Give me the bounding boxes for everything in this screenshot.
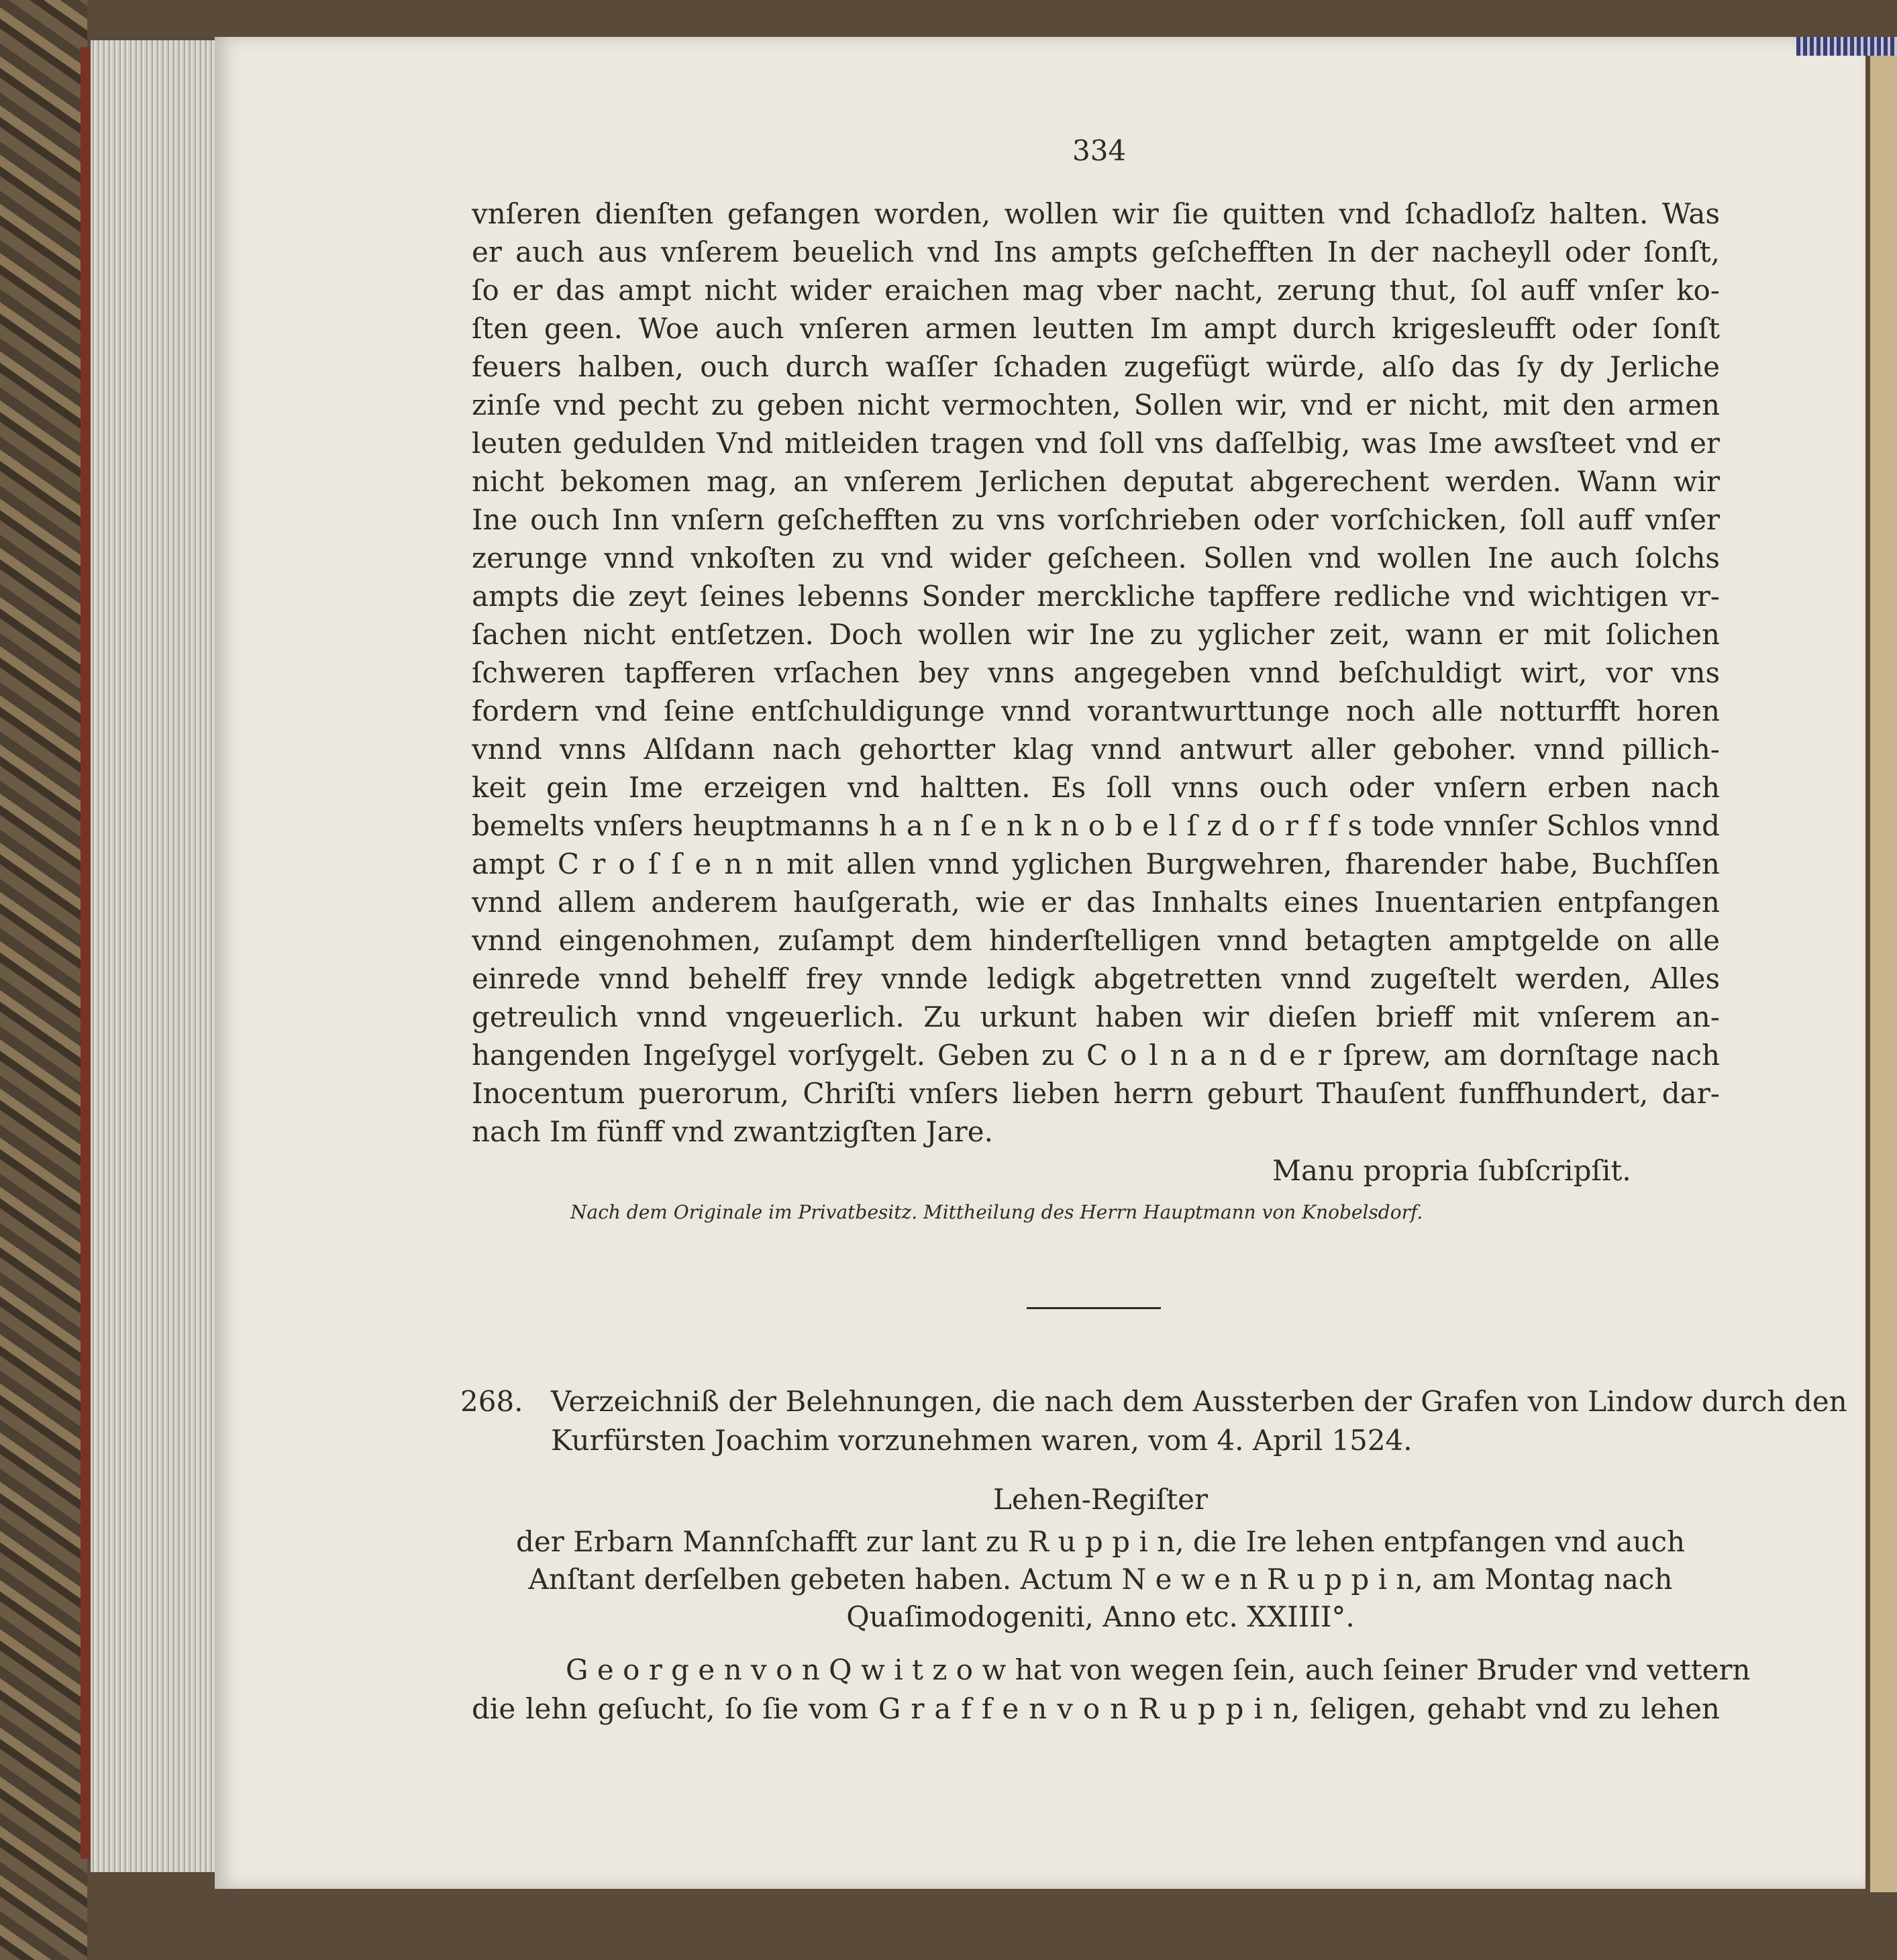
marbled-cover (0, 0, 87, 1960)
body-line: zerunge vnnd vnkoſten zu vnd wider geſcheen. Sollen vnd wollen Ine auch ſolchs (472, 541, 1720, 574)
letter-body (472, 195, 1720, 1151)
body-line: feuers halben, ouch durch waſſer ſchaden zugefügt würde, alſo das ſy dy Jerliche (472, 350, 1720, 383)
entry-title-line: Kurfürsten Joachim vorzunehmen waren, vom 4. April 1524. (551, 1424, 1413, 1457)
section-divider (1027, 1307, 1161, 1309)
body-line: bemelts vnſers heuptmanns h a n ſ e n k n o b e l ſ z d o r f f s tode vnnſer Schlos vnnd (472, 809, 1720, 842)
body-line: fordern vnd ſeine entſchuldigunge vnnd vorantwurttunge noch alle notturfft horen (472, 694, 1720, 727)
body-line: zinſe vnd pecht zu geben nicht vermochten, Sollen wir, vnd er nicht, mit den armen (472, 389, 1720, 421)
body-line: vnſeren dienſten gefangen worden, wollen wir ſie quitten vnd ſchadloſz halten. Was (472, 197, 1720, 230)
body-line: getreulich vnnd vngeuerlich. Zu urkunt haben wir dieſen brieff mit vnſerem an- (472, 1000, 1720, 1033)
source-note: Nach dem Originale im Privatbesitz. Mittheilung des Herrn Hauptmann von Knobelsdorf. (570, 1201, 1423, 1223)
body-line: ſten geen. Woe auch vnſeren armen leutten Im ampt durch krigesleufft oder ſonſt (472, 312, 1720, 345)
intro-line: der Erbarn Mannſchafft zur lant zu R u p p i n, die Ire lehen entpfangen vnd auch (515, 1525, 1686, 1558)
body-line: leuten gedulden Vnd mitleiden tragen vnd ſoll vns daſſelbig, was Ime awsſteet vnd er (472, 427, 1720, 460)
body-line: ſchweren tapfferen vrſachen bey vnns angegeben vnnd beſchuldigt wirt, vor vns (472, 656, 1720, 689)
body-line: ampt C r o ſ ſ e n n mit allen vnnd yglichen Burgwehren, fharender habe, Buchſſen (472, 847, 1720, 880)
para-line: die lehn geſucht, ſo ſie vom G r a f f e n v o n R u p p i n, ſeligen, gehabt vnd zu lehen (472, 1692, 1720, 1725)
page-number: 334 (1072, 134, 1127, 167)
body-line: vnnd eingenohmen, zuſampt dem hinderſtelligen vnnd betagten amptgelde on alle (472, 924, 1720, 957)
signature: Manu propria ſubſcripſit. (1272, 1154, 1631, 1187)
intro-line: Quaſimodogeniti, Anno etc. XXIIII°. (846, 1600, 1355, 1633)
body-line: einrede vnnd behelff frey vnnde ledigk abgetretten vnnd zugeſtelt werden, Alles (472, 962, 1720, 995)
body-line: nicht bekomen mag, an vnſerem Jerlichen deputat abgerechent werden. Wann wir (472, 465, 1720, 498)
register-paragraph (472, 1651, 1751, 1729)
body-line: Inocentum puerorum, Chriſti vnſers lieben herrn geburt Thauſent funffhundert, dar- (472, 1077, 1720, 1110)
register-heading: Lehen-Regiſter (993, 1483, 1209, 1516)
body-line: keit gein Ime erzeigen vnd haltten. Es ſoll vnns ouch oder vnſern erben nach (472, 771, 1720, 804)
body-line: ampts die zeyt ſeines lebenns Sonder merckliche tapffere redliche vnd wichtigen vr- (472, 580, 1720, 613)
body-line: vnnd vnns Alſdann nach gehortter klag vnnd antwurt aller geboher. vnnd pillich- (472, 733, 1720, 766)
page-stack (91, 40, 225, 1872)
body-line: vnnd allem anderem hauſgerath, wie er das Innhalts eines Inuentarien entpfangen (472, 886, 1720, 919)
body-line: ſachen nicht entſetzen. Doch wollen wir Ine zu yglicher zeit, wann er mit ſolichen (472, 618, 1720, 651)
register-intro (470, 1523, 1731, 1636)
entry-title-line: Verzeichniß der Belehnungen, die nach dem Aussterben der Grafen von Lindow durch den (551, 1385, 1847, 1418)
body-line: Ine ouch Inn vnſern geſchefften zu vns vorſchrieben oder vorſchicken, ſoll auff vnſer (472, 503, 1720, 536)
body-line: er auch aus vnſerem beuelich vnd Ins ampts geſchefften In der nacheyll oder ſonſt, (472, 236, 1720, 268)
intro-line: Anſtant derſelben gebeten haben. Actum N e w e n R u p p i n, am Montag nach (528, 1563, 1673, 1596)
entry-number: 268. (460, 1385, 523, 1418)
body-line: nach Im fünff vnd zwantzigſten Jare. (472, 1115, 993, 1148)
body-line: hangenden Ingeſygel vorſygelt. Geben zu C o l n a n d e r ſprew, am dornſtage nach (472, 1039, 1720, 1072)
para-line: G e o r g e n v o n Q w i t z o w hat von wegen ſein, auch ſeiner Bruder vnd vettern (566, 1653, 1751, 1686)
body-line: ſo er das ampt nicht wider eraichen mag vber nacht, zerung thut, ſol auff vnſer ko- (472, 274, 1720, 307)
bookmark-ribbon (1796, 37, 1897, 56)
right-page-edge (1870, 40, 1897, 1892)
